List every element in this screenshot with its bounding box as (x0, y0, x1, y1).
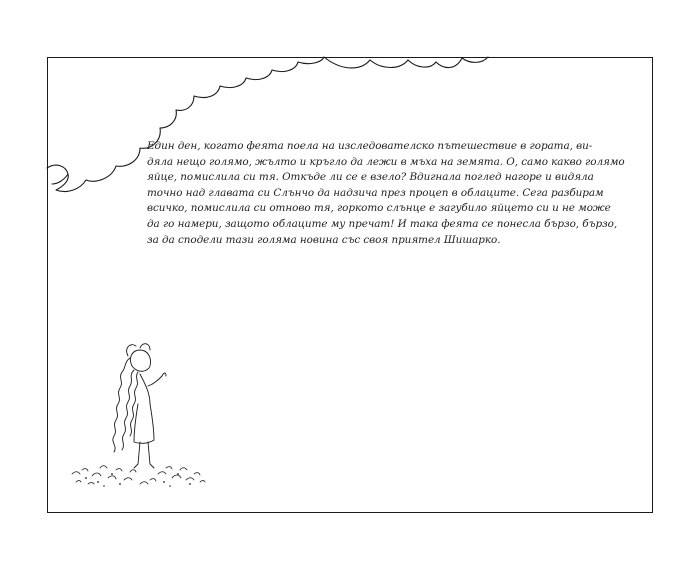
page-frame (47, 57, 653, 513)
story-line-2: дяла нещо голямо, жълто и кръгло да лежи в мъха на земята. О, само какво голямо (147, 155, 625, 168)
story-line-4: точно над главата си Слънчо да надзича през процеп в облаците. Сега разбирам (147, 186, 604, 199)
story-line-6: да го намери, защото облаците му пречат! И така феята се понесла бързо, бързо, (147, 217, 618, 230)
story-paragraph (147, 139, 625, 248)
story-line-7: за да сподели тази голяма новина със своя приятел Шишарко. (147, 233, 501, 246)
story-line-3: яйце, помислила си тя. Откъде ли се е взело? Вдигнала поглед нагоре и видяла (147, 171, 594, 184)
story-line-5: всичко, помислила си отново тя, горкото слънце е загубило яйцето си и не може (147, 202, 611, 215)
story-line-1: Един ден, когато феята поела на изследователско пътешествие в гората, ви- (147, 140, 593, 152)
